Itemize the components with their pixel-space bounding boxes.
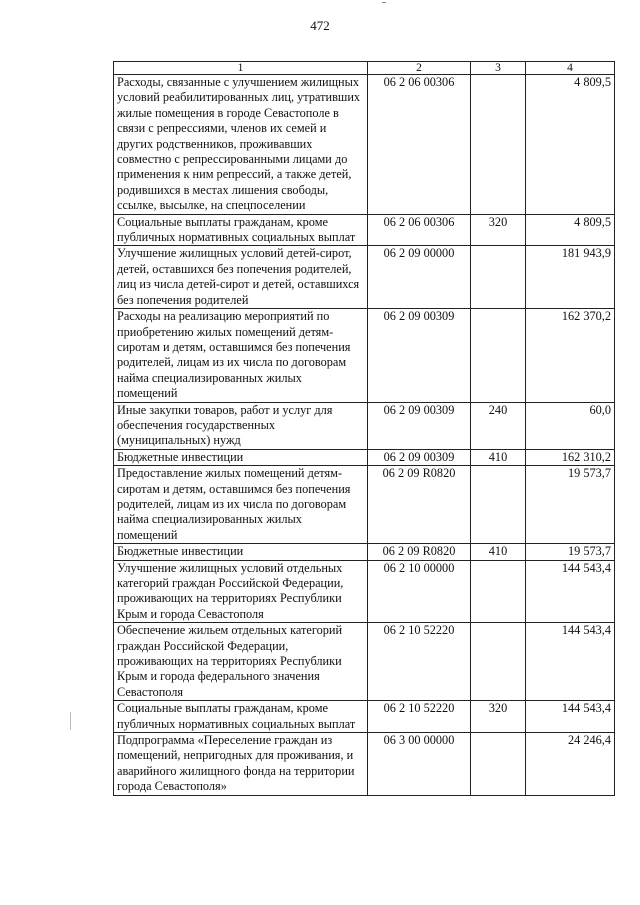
column-header-2: 2 (368, 62, 471, 75)
row-expense-type: 320 (471, 701, 526, 733)
row-name: Бюджетные инвестиции (114, 449, 368, 465)
column-header-1: 1 (114, 62, 368, 75)
row-name: Социальные выплаты гражданам, кроме публичных нормативных социальных выплат (114, 214, 368, 246)
table-row (114, 402, 615, 449)
row-name: Иные закупки товаров, работ и услуг для обеспечения государственных (муниципальных) нужд (114, 402, 368, 449)
row-name: Подпрограмма «Переселение граждан из помещений, непригодных для проживания, и аварийного жилищного фонда на территории города Севастополя» (114, 733, 368, 796)
row-expense-type (471, 623, 526, 701)
row-expense-type: 410 (471, 544, 526, 560)
row-expense-type (471, 733, 526, 796)
table-row (114, 214, 615, 246)
row-name: Расходы, связанные с улучшением жилищных условий реабилитированных лиц, утративших жилые помещения в городе Севастополе в связи с репрессиями, членов их семей и других родственников, проживавших совместно с репрессированными лицами до применения к ним репрессий, а также детей, родившихся в местах лишения свободы, ссылке, высылке, на спецпоселении (114, 75, 368, 215)
table-row (114, 623, 615, 701)
page-number: 472 (310, 18, 330, 33)
table-row (114, 246, 615, 309)
row-amount: 24 246,4 (526, 733, 615, 796)
scan-artifact (70, 712, 71, 730)
row-amount: 60,0 (526, 402, 615, 449)
table-row (114, 701, 615, 733)
row-code: 06 2 09 00309 (368, 402, 471, 449)
column-number-row (114, 62, 615, 75)
budget-table (113, 61, 615, 796)
column-header-3: 3 (471, 62, 526, 75)
scan-artifact (382, 2, 386, 3)
row-expense-type (471, 309, 526, 402)
row-amount: 19 573,7 (526, 544, 615, 560)
row-expense-type (471, 560, 526, 623)
table-row (114, 544, 615, 560)
table-row (114, 560, 615, 623)
column-header-4: 4 (526, 62, 615, 75)
row-name: Социальные выплаты гражданам, кроме публичных нормативных социальных выплат (114, 701, 368, 733)
row-expense-type: 240 (471, 402, 526, 449)
row-expense-type (471, 75, 526, 215)
row-code: 06 2 06 00306 (368, 214, 471, 246)
row-amount: 144 543,4 (526, 623, 615, 701)
row-amount: 181 943,9 (526, 246, 615, 309)
row-expense-type: 410 (471, 449, 526, 465)
row-code: 06 2 10 52220 (368, 623, 471, 701)
row-name: Предоставление жилых помещений детям-сиротам и детям, оставшимся без попечения родителей, лицам из их числа по договорам найма специализированных жилых помещений (114, 466, 368, 544)
row-code: 06 2 10 52220 (368, 701, 471, 733)
row-code: 06 3 00 00000 (368, 733, 471, 796)
row-code: 06 2 09 00309 (368, 309, 471, 402)
table-row (114, 466, 615, 544)
row-name: Расходы на реализацию мероприятий по приобретению жилых помещений детям-сиротам и детям, оставшимся без попечения родителей, лицам из их числа по договорам найма специализированных жилых помещений (114, 309, 368, 402)
row-amount: 144 543,4 (526, 560, 615, 623)
row-expense-type (471, 246, 526, 309)
row-code: 06 2 09 R0820 (368, 466, 471, 544)
row-code: 06 2 06 00306 (368, 75, 471, 215)
row-name: Улучшение жилищных условий детей-сирот, детей, оставшихся без попечения родителей, лиц из числа детей-сирот и детей, оставшихся без попечения родителей (114, 246, 368, 309)
row-amount: 19 573,7 (526, 466, 615, 544)
row-code: 06 2 10 00000 (368, 560, 471, 623)
table-row (114, 449, 615, 465)
row-name: Улучшение жилищных условий отдельных категорий граждан Российской Федерации, проживающих на территориях Республики Крым и города Севастополя (114, 560, 368, 623)
row-expense-type: 320 (471, 214, 526, 246)
table-row (114, 733, 615, 796)
row-amount: 162 370,2 (526, 309, 615, 402)
row-code: 06 2 09 00309 (368, 449, 471, 465)
row-name: Бюджетные инвестиции (114, 544, 368, 560)
table-row (114, 309, 615, 402)
row-code: 06 2 09 R0820 (368, 544, 471, 560)
row-code: 06 2 09 00000 (368, 246, 471, 309)
row-amount: 4 809,5 (526, 75, 615, 215)
row-amount: 4 809,5 (526, 214, 615, 246)
row-amount: 144 543,4 (526, 701, 615, 733)
row-amount: 162 310,2 (526, 449, 615, 465)
row-expense-type (471, 466, 526, 544)
table-row (114, 75, 615, 215)
row-name: Обеспечение жильем отдельных категорий граждан Российской Федерации, проживающих на территориях Республики Крым и города федерального значения Севастополя (114, 623, 368, 701)
